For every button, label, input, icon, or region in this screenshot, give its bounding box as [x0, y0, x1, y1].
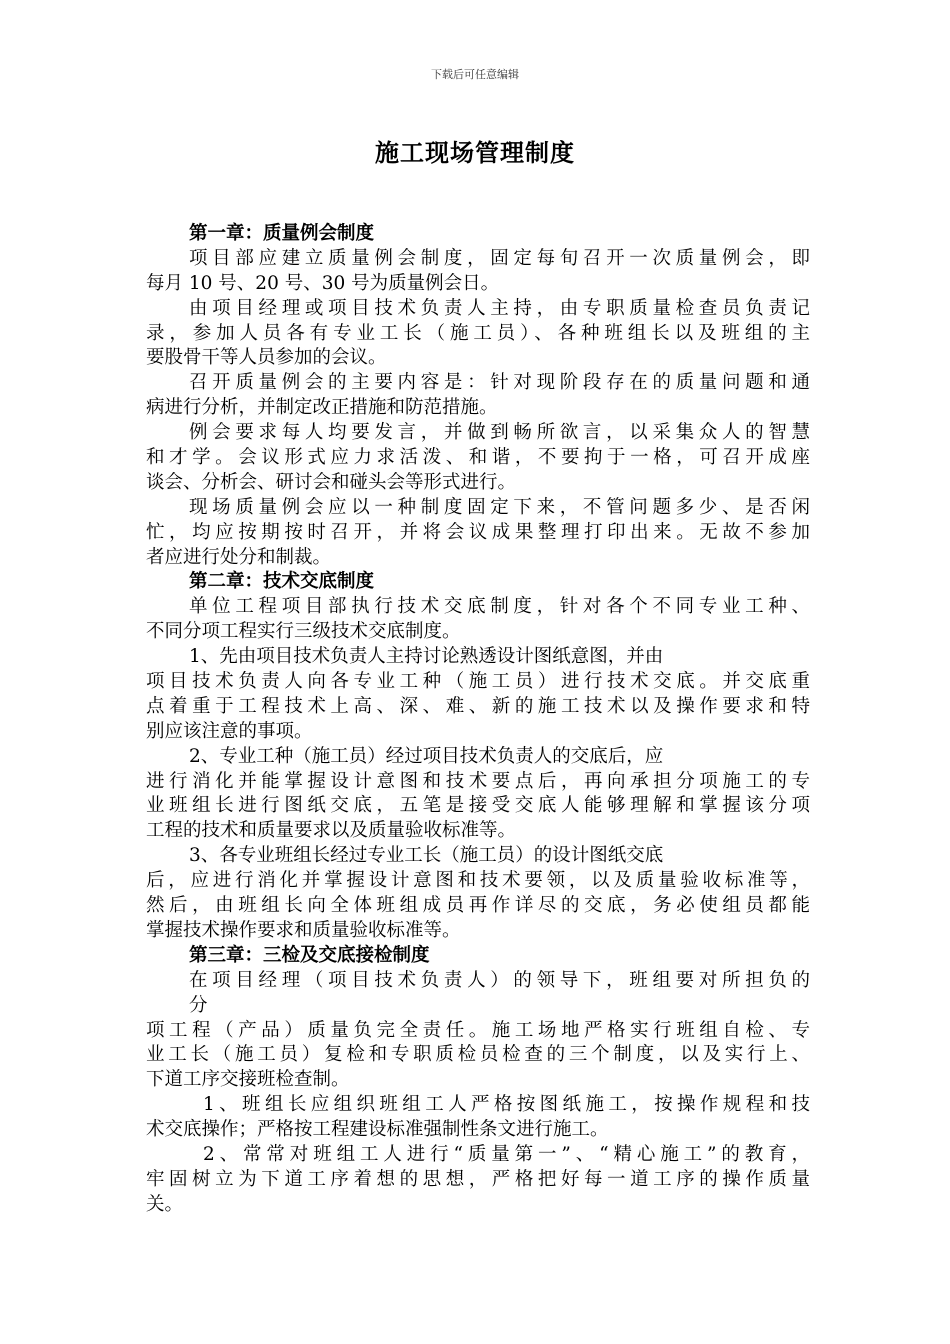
text-line: 2、常常对班组工人进行“质量第一”、“精心施工”的教育， — [203, 1143, 810, 1165]
text-line: 现场质量例会应以一种制度固定下来，不管问题多少、是否闲 — [189, 496, 810, 518]
text-line: 项目技术负责人向各专业工种（施工员）进行技术交底。并交底重 — [146, 671, 810, 693]
text-line: 业班组长进行图纸交底，五笔是接受交底人能够理解和掌握该分项 — [146, 795, 810, 817]
page-header: 下载后可任意编辑 — [431, 68, 519, 81]
document-body — [146, 222, 810, 1218]
text-line: 牢固树立为下道工序着想的思想，严格把好每一道工序的操作质量 — [146, 1168, 810, 1190]
text-line: 下道工序交接班检查制。 — [146, 1069, 350, 1091]
text-line: 由项目经理或项目技术负责人主持，由专职质量检查员负责记 — [189, 297, 810, 319]
chapter-heading: 第一章：质量例会制度 — [189, 223, 375, 244]
text-line: 点着重于工程技术上高、深、难、新的施工技术以及操作要求和特 — [146, 695, 810, 717]
text-line: 2、专业工种（施工员）经过项目技术负责人的交底后，应 — [189, 745, 664, 767]
text-line: 单位工程项目部执行技术交底制度，针对各个不同专业工种、 — [189, 596, 810, 618]
text-line: 例会要求每人均要发言，并做到畅所欲言，以采集众人的智慧 — [189, 422, 810, 444]
text-line: 不同分项工程实行三级技术交底制度。 — [146, 621, 461, 643]
text-line: 召开质量例会的主要内容是：针对现阶段存在的质量问题和通 — [189, 372, 810, 394]
text-line: 然后，由班组长向全体班组成员再作详尽的交底，务必使组员都能 — [146, 895, 810, 917]
text-line: 1、先由项目技术负责人主持讨论熟透设计图纸意图，并由 — [189, 646, 664, 668]
text-line: 每月 10 号、20 号、30 号为质量例会日。 — [146, 272, 500, 294]
text-line: 3、各专业班组长经过专业工长（施工员）的设计图纸交底 — [189, 845, 664, 867]
text-line: 录，参加人员各有专业工长（施工员）、各种班组长以及班组的主 — [146, 322, 810, 344]
text-line: 病进行分析，并制定改正措施和防范措施。 — [146, 397, 498, 419]
chapter-heading: 第二章：技术交底制度 — [189, 571, 375, 593]
text-line: 谈会、分析会、研讨会和碰头会等形式进行。 — [146, 471, 517, 493]
text-line: 掌握技术操作要求和质量验收标准等。 — [146, 919, 461, 941]
text-line: 忙，均应按期按时召开，并将会议成果整理打印出来。无故不参加 — [146, 521, 810, 543]
text-line: 分 — [189, 994, 208, 1016]
document-title: 施工现场管理制度 — [375, 138, 575, 167]
text-line: 项目部应建立质量例会制度，固定每旬召开一次质量例会，即 — [189, 247, 810, 269]
text-line: 后，应进行消化并掌握设计意图和技术要领，以及质量验收标准等， — [146, 870, 810, 892]
text-line: 在项目经理（项目技术负责人）的领导下，班组要对所担负的 — [189, 969, 810, 991]
text-line: 和才学。会议形式应力求活泼、和谐，不要拘于一格，可召开成座 — [146, 447, 810, 469]
text-line: 项工程（产品）质量负完全责任。施工场地严格实行班组自检、专 — [146, 1019, 810, 1041]
text-line: 者应进行处分和制裁。 — [146, 546, 332, 568]
chapter-heading: 第三章：三检及交底接检制度 — [189, 944, 430, 966]
text-line: 要股骨干等人员参加的会议。 — [146, 347, 387, 369]
text-line: 1、班组长应组织班组工人严格按图纸施工，按操作规程和技 — [203, 1094, 810, 1116]
text-line: 工程的技术和质量要求以及质量验收标准等。 — [146, 820, 517, 842]
text-line: 别应该注意的事项。 — [146, 720, 313, 742]
text-line: 术交底操作；严格按工程建设标准强制性条文进行施工。 — [146, 1119, 609, 1141]
text-line: 业工长（施工员）复检和专职质检员检查的三个制度，以及实行上、 — [146, 1044, 810, 1066]
text-line: 关。 — [146, 1193, 184, 1215]
text-line: 进行消化并能掌握设计意图和技术要点后，再向承担分项施工的专 — [146, 770, 810, 792]
